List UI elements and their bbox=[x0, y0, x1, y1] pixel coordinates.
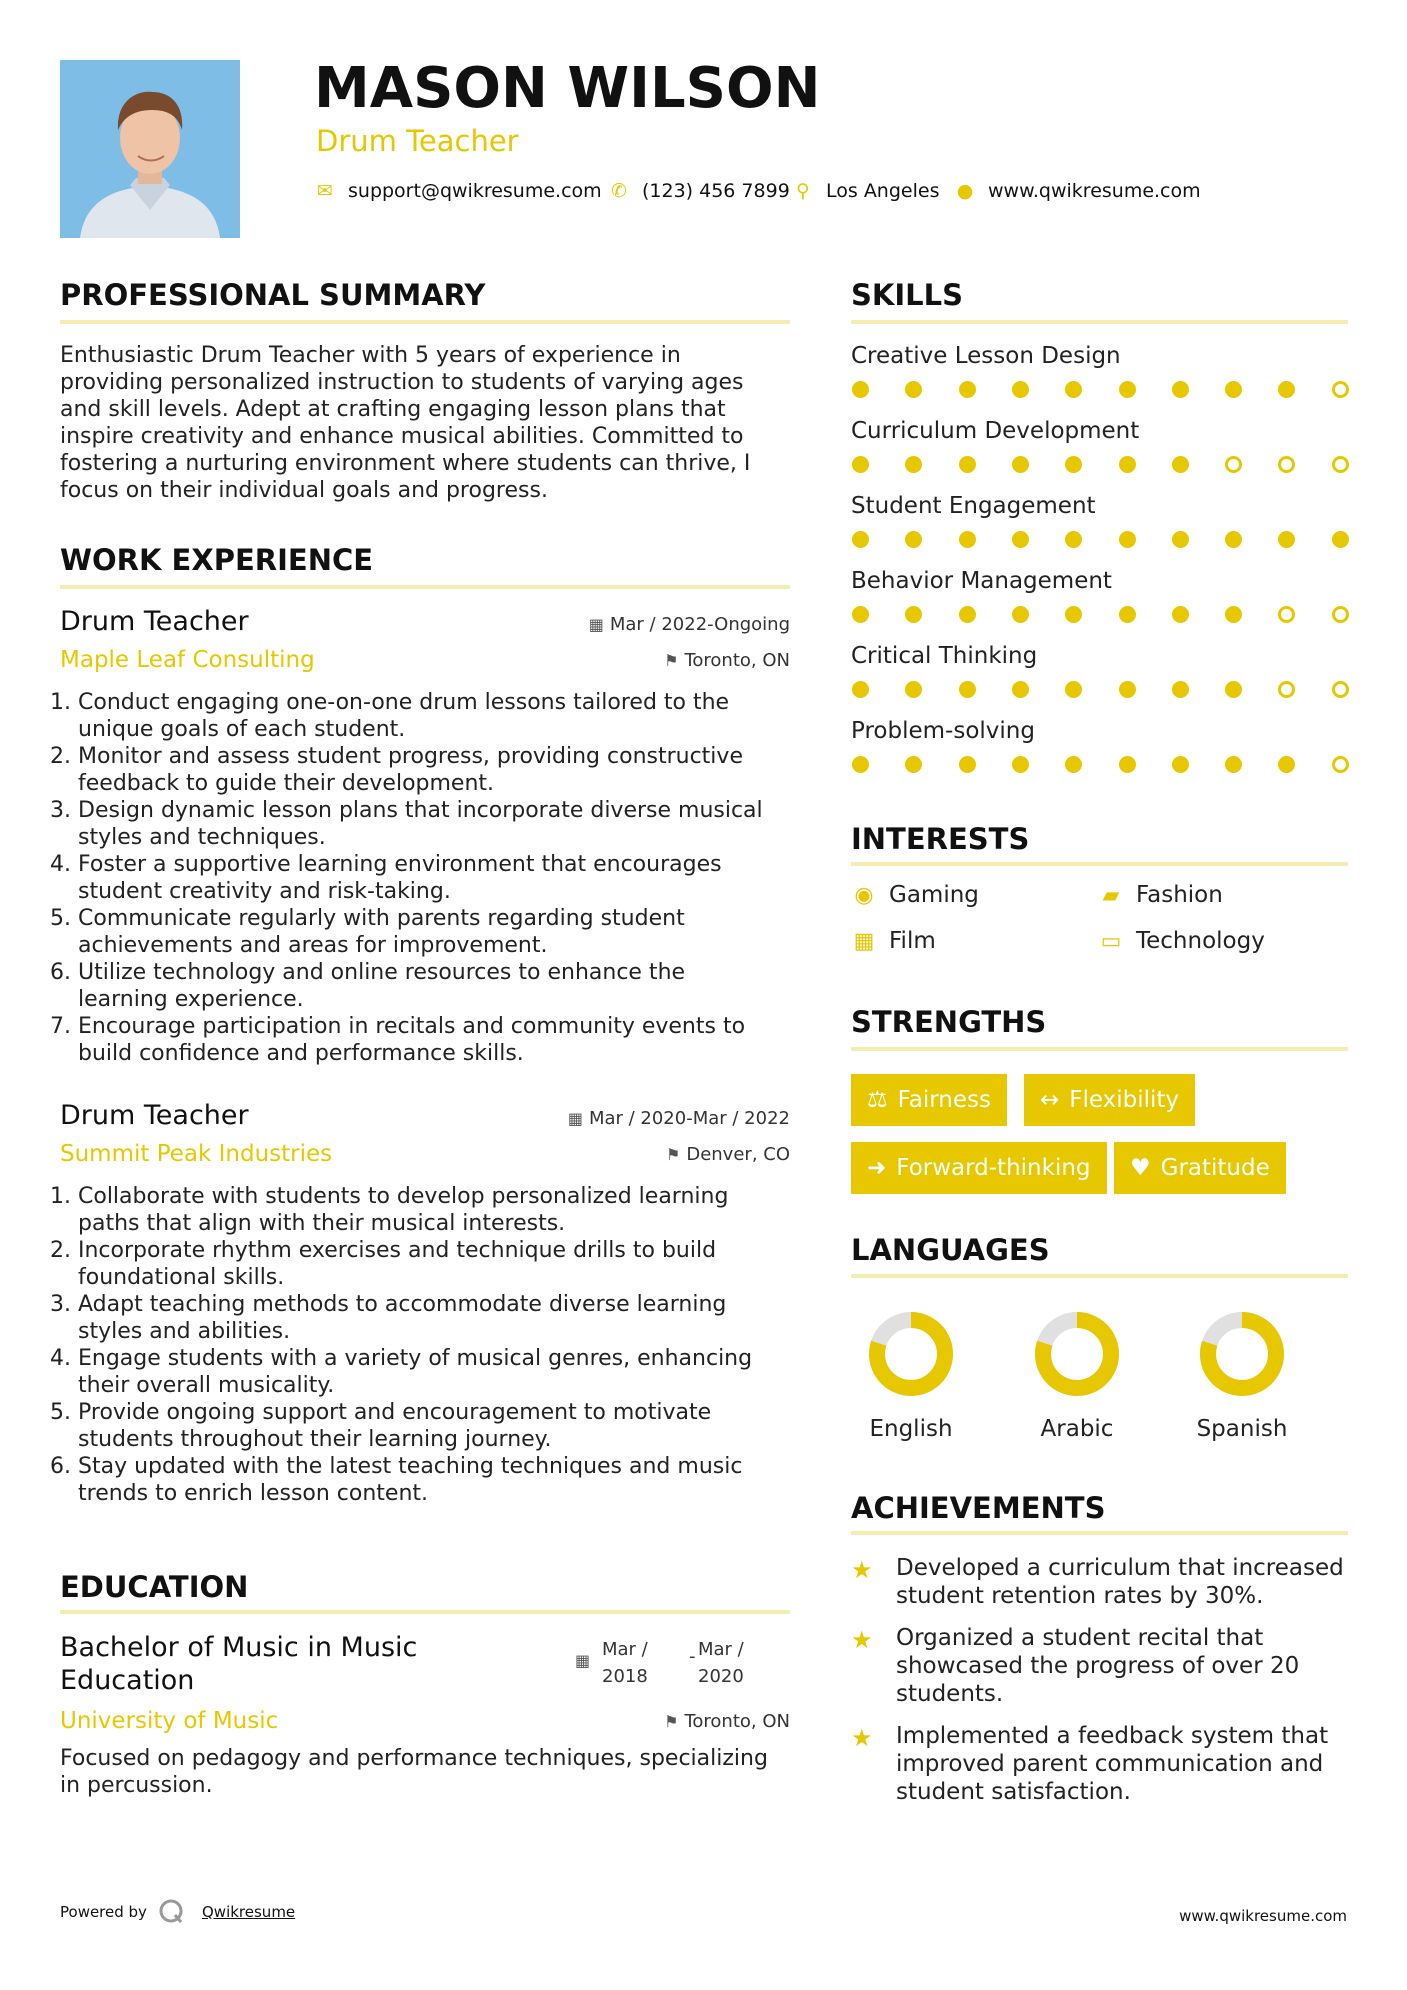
skill-name: Creative Lesson Design bbox=[851, 343, 1121, 369]
skill-rating-dot bbox=[1172, 756, 1189, 773]
star-icon: ★ bbox=[851, 1556, 873, 1584]
skill-rating-dot bbox=[905, 681, 922, 698]
star-icon: ★ bbox=[851, 1724, 873, 1752]
skill-rating-dot bbox=[852, 606, 869, 623]
date-separator: - bbox=[689, 1646, 696, 1667]
heart-icon: ♥ bbox=[1130, 1155, 1151, 1181]
company-name: Summit Peak Industries bbox=[60, 1141, 333, 1167]
profile-photo bbox=[60, 60, 240, 238]
skill-rating-dot bbox=[852, 756, 869, 773]
contact-location: ⚲ Los Angeles bbox=[792, 180, 939, 202]
education-end-date: Mar / 2020 bbox=[698, 1639, 744, 1687]
skill-rating-dot bbox=[1225, 756, 1242, 773]
footer-website-link[interactable]: www.qwikresume.com bbox=[1179, 1907, 1347, 1925]
job-title: Drum Teacher bbox=[60, 606, 249, 637]
list-item: 6. Utilize technology and online resources to enhance the learning experience. bbox=[78, 959, 818, 1013]
contact-email[interactable]: ✉ support@qwikresume.com bbox=[314, 180, 602, 202]
list-item: 5. Communicate regularly with parents regarding student achievements and areas for improvement. bbox=[78, 905, 818, 959]
skill-rating-dot bbox=[1065, 681, 1082, 698]
skill-rating-dot bbox=[1012, 456, 1029, 473]
job-bullets bbox=[60, 689, 818, 1067]
skill-rating-dot bbox=[1065, 456, 1082, 473]
list-item: 5. Provide ongoing support and encouragement to motivate students throughout their learning journey. bbox=[78, 1399, 818, 1453]
skill-rating-dot bbox=[959, 756, 976, 773]
education-divider bbox=[60, 1610, 790, 1614]
interests-heading: INTERESTS bbox=[851, 822, 1030, 856]
skill-rating-dot bbox=[905, 456, 922, 473]
job-title: Drum Teacher bbox=[60, 1100, 249, 1131]
skill-rating-dot bbox=[852, 456, 869, 473]
languages-heading: LANGUAGES bbox=[851, 1233, 1050, 1267]
skill-rating-dot bbox=[1278, 606, 1295, 623]
skill-rating-dot bbox=[959, 606, 976, 623]
job-dates: ▦ Mar / 2022-Ongoing bbox=[588, 614, 790, 635]
skill-rating-dot bbox=[959, 381, 976, 398]
skill-name: Critical Thinking bbox=[851, 643, 1038, 669]
skill-rating-dot bbox=[1278, 756, 1295, 773]
skill-name: Curriculum Development bbox=[851, 418, 1140, 444]
bag-icon: ▰ bbox=[1102, 882, 1120, 908]
language-name: Spanish bbox=[1196, 1416, 1288, 1442]
language-name: English bbox=[869, 1416, 953, 1442]
skill-name: Student Engagement bbox=[851, 493, 1096, 519]
skill-rating-dot bbox=[1012, 531, 1029, 548]
skill-rating-dot bbox=[1119, 681, 1136, 698]
pin-icon: ⚑ bbox=[664, 1712, 679, 1731]
skill-rating-dot bbox=[1278, 456, 1295, 473]
list-item: 4. Engage students with a variety of musical genres, enhancing their overall musicality. bbox=[78, 1345, 818, 1399]
job-location: ⚑ Denver, CO bbox=[666, 1144, 790, 1165]
contact-phone[interactable]: ✆ (123) 456 7899 bbox=[608, 180, 790, 202]
skill-rating-dot bbox=[1119, 756, 1136, 773]
arrow-right-icon: ➜ bbox=[867, 1155, 887, 1181]
pin-icon: ⚑ bbox=[664, 651, 679, 670]
strength-tag: ⚖ Fairness bbox=[851, 1074, 1007, 1126]
skill-rating-dot bbox=[905, 531, 922, 548]
list-item: 2. Monitor and assess student progress, providing constructive feedback to guide their development. bbox=[78, 743, 818, 797]
interest-film: ▦ Film bbox=[851, 928, 936, 954]
skill-rating-dot bbox=[959, 681, 976, 698]
skill-rating-dot bbox=[852, 531, 869, 548]
skill-rating-dot bbox=[1172, 381, 1189, 398]
pin-icon: ⚑ bbox=[666, 1145, 681, 1164]
skill-rating-dot bbox=[1225, 606, 1242, 623]
skill-rating-dot bbox=[1065, 606, 1082, 623]
skill-rating-dot bbox=[1225, 381, 1242, 398]
interests-divider bbox=[851, 862, 1348, 866]
film-icon: ▦ bbox=[853, 928, 875, 954]
strengths-heading: STRENGTHS bbox=[851, 1005, 1047, 1039]
powered-by-label: Powered by bbox=[60, 1903, 147, 1921]
skills-heading: SKILLS bbox=[851, 278, 963, 312]
candidate-name: MASON WILSON bbox=[314, 56, 821, 121]
list-item: 6. Stay updated with the latest teaching techniques and music trends to enrich lesson content. bbox=[78, 1453, 818, 1507]
language-level-gauge bbox=[1192, 1304, 1292, 1404]
envelope-icon: ✉ bbox=[317, 180, 333, 202]
skill-rating-dot bbox=[1278, 681, 1295, 698]
degree-title: Bachelor of Music in Music Education bbox=[60, 1632, 418, 1696]
strength-tag: ♥ Gratitude bbox=[1114, 1142, 1286, 1194]
education-location: ⚑ Toronto, ON bbox=[664, 1711, 790, 1732]
list-item: 3. Adapt teaching methods to accommodate diverse learning styles and abilities. bbox=[78, 1291, 818, 1345]
list-item: 3. Design dynamic lesson plans that incorporate diverse musical styles and techniques. bbox=[78, 797, 818, 851]
globe-icon: ● bbox=[956, 180, 974, 202]
skill-rating-dot bbox=[1065, 381, 1082, 398]
skill-rating-dot bbox=[1172, 681, 1189, 698]
skill-rating-dot bbox=[1065, 756, 1082, 773]
skill-rating-dot bbox=[1225, 681, 1242, 698]
skill-rating-dot bbox=[905, 606, 922, 623]
calendar-icon: ▦ bbox=[575, 1651, 591, 1670]
skill-rating-dot bbox=[1065, 531, 1082, 548]
skill-rating-dot bbox=[959, 531, 976, 548]
qwikresume-link[interactable]: Qwikresume bbox=[202, 1903, 296, 1921]
languages-divider bbox=[851, 1274, 1348, 1278]
skill-name: Problem-solving bbox=[851, 718, 1035, 744]
strength-tag: ➜ Forward-thinking bbox=[851, 1142, 1107, 1194]
skill-rating-dot bbox=[905, 381, 922, 398]
list-item: 1. Collaborate with students to develop personalized learning paths that align with their musical interests. bbox=[78, 1183, 818, 1237]
achievements-divider bbox=[851, 1531, 1348, 1535]
skill-rating-dot bbox=[1172, 606, 1189, 623]
skill-rating-dot bbox=[1119, 381, 1136, 398]
language-level-gauge bbox=[1027, 1304, 1127, 1404]
job-location: ⚑ Toronto, ON bbox=[664, 650, 790, 671]
skill-rating-dot bbox=[1172, 531, 1189, 548]
skill-rating-dot bbox=[1012, 606, 1029, 623]
skill-name: Behavior Management bbox=[851, 568, 1112, 594]
achievements-heading: ACHIEVEMENTS bbox=[851, 1491, 1106, 1525]
list-item: 7. Encourage participation in recitals and community events to build confidence and performance skills. bbox=[78, 1013, 818, 1067]
interest-gaming: ◉ Gaming bbox=[851, 882, 979, 908]
contact-website[interactable]: ● www.qwikresume.com bbox=[954, 180, 1201, 202]
skill-rating-dot bbox=[905, 756, 922, 773]
skill-rating-dot bbox=[1012, 756, 1029, 773]
language-name: Arabic bbox=[1040, 1416, 1114, 1442]
achievement-item: Developed a curriculum that increased student retention rates by 30%. bbox=[896, 1555, 1344, 1609]
job-role: Drum Teacher bbox=[316, 124, 519, 158]
skill-rating-dot bbox=[1332, 606, 1349, 623]
skill-rating-dot bbox=[1012, 681, 1029, 698]
interest-fashion: ▰ Fashion bbox=[1098, 882, 1223, 908]
experience-heading: WORK EXPERIENCE bbox=[60, 543, 374, 577]
job-bullets bbox=[60, 1183, 818, 1507]
skill-rating-dot bbox=[959, 456, 976, 473]
balance-scale-icon: ⚖ bbox=[867, 1087, 888, 1113]
gamepad-icon: ◉ bbox=[854, 882, 874, 908]
experience-divider bbox=[60, 585, 790, 589]
skill-rating-dot bbox=[1119, 606, 1136, 623]
skill-rating-dot bbox=[1225, 531, 1242, 548]
strengths-divider bbox=[851, 1047, 1348, 1051]
summary-divider bbox=[60, 320, 790, 324]
star-icon: ★ bbox=[851, 1626, 873, 1654]
skill-rating-dot bbox=[1332, 381, 1349, 398]
skill-rating-dot bbox=[1012, 381, 1029, 398]
skills-divider bbox=[851, 320, 1348, 324]
list-item: 2. Incorporate rhythm exercises and technique drills to build foundational skills. bbox=[78, 1237, 818, 1291]
map-marker-icon: ⚲ bbox=[796, 180, 810, 202]
skill-rating-dot bbox=[1332, 456, 1349, 473]
skill-rating-dot bbox=[1332, 531, 1349, 548]
language-level-gauge bbox=[861, 1304, 961, 1404]
list-item: 4. Foster a supportive learning environment that encourages student creativity and risk-taking. bbox=[78, 851, 818, 905]
skill-rating-dot bbox=[852, 381, 869, 398]
job-dates: ▦ Mar / 2020-Mar / 2022 bbox=[567, 1108, 790, 1129]
calendar-icon: ▦ bbox=[588, 615, 604, 634]
achievement-item: Organized a student recital that showcased the progress of over 20 students. bbox=[896, 1625, 1300, 1707]
calendar-icon: ▦ bbox=[567, 1109, 583, 1128]
skill-rating-dot bbox=[1278, 381, 1295, 398]
skill-rating-dot bbox=[1332, 756, 1349, 773]
skill-rating-dot bbox=[1278, 531, 1295, 548]
skill-rating-dot bbox=[852, 681, 869, 698]
skill-rating-dot bbox=[1119, 531, 1136, 548]
qwikresume-logo-icon bbox=[158, 1898, 184, 1924]
school-name: University of Music bbox=[60, 1708, 279, 1734]
summary-heading: PROFESSIONAL SUMMARY bbox=[60, 278, 486, 312]
skill-rating-dot bbox=[1119, 456, 1136, 473]
education-heading: EDUCATION bbox=[60, 1570, 249, 1604]
phone-icon: ✆ bbox=[611, 180, 627, 202]
skill-rating-dot bbox=[1172, 456, 1189, 473]
education-description: Focused on pedagogy and performance techniques, specializing in percussion. bbox=[60, 1746, 768, 1798]
company-name: Maple Leaf Consulting bbox=[60, 647, 315, 673]
skill-rating-dot bbox=[1332, 681, 1349, 698]
achievement-item: Implemented a feedback system that improved parent communication and student satisfaction. bbox=[896, 1723, 1329, 1805]
laptop-icon: ▭ bbox=[1100, 928, 1122, 954]
summary-text: Enthusiastic Drum Teacher with 5 years of experience in providing personalized instruction to students of varying ages and skill levels. Adept at crafting engaging lesson plans that inspire creativity and enhance musical abilities. Committed to fostering a nurturing environment where students can thrive, I focus on their individual goals and progress. bbox=[60, 343, 751, 503]
education-start-date: Mar / 2018 bbox=[602, 1639, 648, 1687]
interest-technology: ▭ Technology bbox=[1098, 928, 1265, 954]
list-item: 1. Conduct engaging one-on-one drum lessons tailored to the unique goals of each student. bbox=[78, 689, 818, 743]
arrows-h-icon: ↔ bbox=[1040, 1087, 1060, 1113]
strength-tag: ↔ Flexibility bbox=[1024, 1074, 1195, 1126]
skill-rating-dot bbox=[1225, 456, 1242, 473]
